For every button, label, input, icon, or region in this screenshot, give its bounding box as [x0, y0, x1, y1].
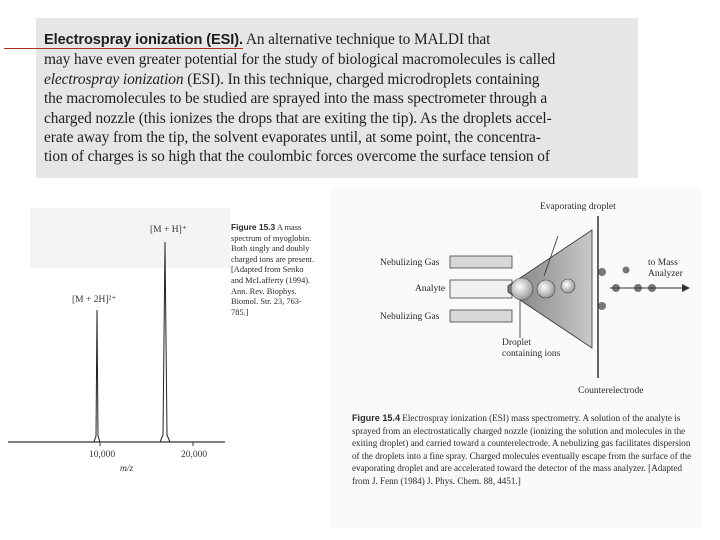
label-counterelectrode: Counterelectrode — [578, 386, 644, 396]
figure-15-3-caption — [231, 222, 317, 318]
label-evaporating-droplet: Evaporating droplet — [540, 202, 616, 212]
ion-1 — [598, 268, 606, 276]
paragraph-line-2: may have even greater potential for the study of biological macromolecules is called — [44, 51, 556, 69]
textbook-paragraph-scan — [36, 18, 638, 178]
peak-label-singly: [M + H]⁺ — [150, 225, 187, 235]
ion-path-arrowhead — [682, 284, 690, 292]
label-to-mass-analyzer: to Mass Analyzer — [648, 258, 683, 279]
esi-diagram-scan — [330, 188, 702, 528]
droplet-medium — [537, 280, 555, 298]
label-droplet-containing-ions: Droplet containing ions — [502, 338, 561, 359]
heading-underline — [4, 48, 243, 50]
nebulizer-tube-bottom — [450, 310, 512, 322]
paragraph-line-7: tion of charges is so high that the coulombic forces overcome the surface tension of — [44, 148, 550, 166]
x-tick-label-1: 10,000 — [89, 450, 116, 460]
figure-15-4-number: Figure 15.4 — [352, 413, 401, 423]
peak-label-doubly: [M + 2H]²⁺ — [72, 295, 117, 305]
ion-4 — [623, 267, 630, 274]
line-3-text: (ESI). In this technique, charged microdroplets containing — [183, 70, 540, 88]
scan-shadow — [30, 208, 230, 268]
figure-15-3-number: Figure 15.3 — [231, 222, 276, 232]
figure-15-3-text: A mass spectrum of myoglobin. Both singly and doubly charged ions are present. [Adapted from Senko and McLafferty (1994). Ann. Rev. Biophys. Biomol. Str. 23, 763-785.] — [231, 223, 315, 317]
x-axis-label: m/z — [120, 464, 134, 474]
esi-schematic — [330, 188, 702, 408]
nebulizer-tube-top — [450, 256, 512, 268]
x-tick-label-2: 20,000 — [181, 450, 208, 460]
paragraph-line-6: erate away from the tip, the solvent evaporates until, at some point, the concentra- — [44, 129, 541, 147]
paragraph-line-1 — [44, 30, 632, 50]
label-nebulizing-gas-bottom: Nebulizing Gas — [380, 312, 440, 322]
term-esi: electrospray ionization — [44, 70, 184, 88]
line-1-text: An alternative technique to MALDI that — [242, 31, 491, 48]
droplet-large — [511, 278, 533, 300]
paragraph-line-5: charged nozzle (this ionizes the drops that are exiting the tip). As the droplets accel- — [44, 109, 552, 127]
label-analyte: Analyte — [415, 284, 446, 294]
ion-3 — [598, 302, 606, 310]
label-nebulizing-gas-top: Nebulizing Gas — [380, 258, 440, 268]
section-heading: Electrospray ionization (ESI). — [44, 32, 243, 48]
paragraph-line-3 — [44, 70, 632, 89]
peak-doubly-charged — [94, 310, 100, 442]
figure-15-4-text: Electrospray ionization (ESI) mass spectrometry. A solution of the analyte is sprayed from an electrostatically charged nozzle (ionizing the solution and molecules in the exiting droplet) and carried toward a counterelectrode. A nebulizing gas facilitates dispersion of the droplets into a fine spray. Charged molecules eventually escape from the surface of the evaporating droplet and are accelerated toward the detector of the mass analyzer. [Adapted from J. Fenn (1984) J. Phys. Chem. 88, 4451.] — [352, 413, 692, 486]
analyte-capillary — [450, 280, 512, 298]
droplet-small — [561, 279, 575, 293]
figure-15-4-caption — [352, 412, 697, 488]
peak-singly-charged — [160, 242, 170, 442]
section-heading-wrap — [44, 30, 243, 50]
paragraph-line-4: the macromolecules to be studied are sprayed into the mass spectrometer through a — [44, 90, 548, 108]
